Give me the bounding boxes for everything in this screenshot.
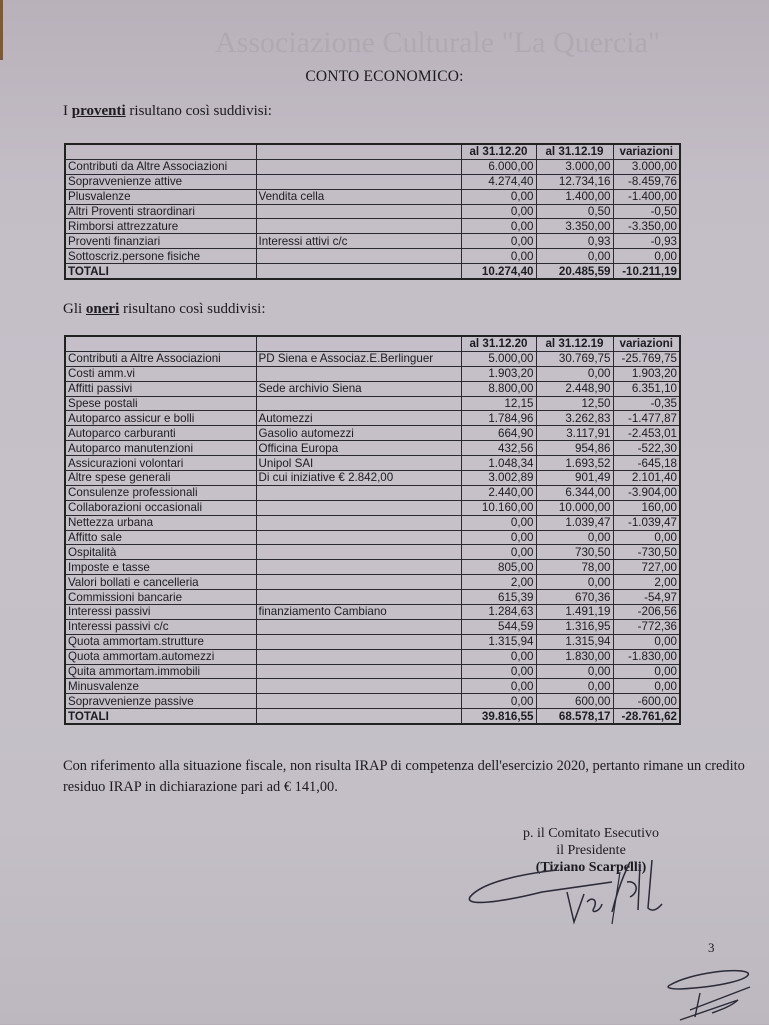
item-label: Quota ammortam.automezzi xyxy=(65,649,256,664)
item-detail xyxy=(256,366,461,381)
item-detail xyxy=(256,590,461,605)
table-row xyxy=(65,411,680,426)
table-row xyxy=(65,590,680,605)
item-label: Autoparco manutenzioni xyxy=(65,441,256,456)
item-detail xyxy=(256,679,461,694)
value-2019: 954,86 xyxy=(536,441,613,456)
item-label: Rimborsi attrezzature xyxy=(65,219,256,234)
item-label: Affitti passivi xyxy=(65,381,256,396)
value-2019: 3.117,91 xyxy=(536,426,613,441)
item-detail xyxy=(256,649,461,664)
value-2019: 1.039,47 xyxy=(536,515,613,530)
item-label: Quita ammortam.immobili xyxy=(65,664,256,679)
value-variation: 0,00 xyxy=(613,679,680,694)
item-detail: Vendita cella xyxy=(256,189,461,204)
item-detail xyxy=(256,500,461,515)
value-2020: 0,00 xyxy=(461,219,536,234)
total-value-variation: -28.761,62 xyxy=(613,709,680,724)
table-row xyxy=(65,545,680,560)
handwritten-initials xyxy=(660,965,760,1025)
value-variation: -25.769,75 xyxy=(613,351,680,366)
item-detail: Unipol SAI xyxy=(256,456,461,471)
column-header xyxy=(65,144,256,159)
value-2020: 1.284,63 xyxy=(461,605,536,620)
column-header: variazioni xyxy=(613,144,680,159)
value-2019: 0,00 xyxy=(536,575,613,590)
table-row xyxy=(65,485,680,500)
table-row xyxy=(65,426,680,441)
item-detail xyxy=(256,249,461,264)
value-2019: 1.315,94 xyxy=(536,634,613,649)
item-label: Imposte e tasse xyxy=(65,560,256,575)
item-label: Collaborazioni occasionali xyxy=(65,500,256,515)
item-detail: Di cui iniziative € 2.842,00 xyxy=(256,471,461,486)
signatory-name: (Tiziano Scarpelli) xyxy=(535,860,647,875)
value-2019: 3.000,00 xyxy=(536,159,613,174)
oneri-table xyxy=(64,335,681,725)
table-row xyxy=(65,515,680,530)
oneri-keyword: oneri xyxy=(85,301,120,317)
signature-line-role: il Presidente xyxy=(556,843,626,858)
value-variation: -3.350,00 xyxy=(613,219,680,234)
value-variation: -2.453,01 xyxy=(613,426,680,441)
oneri-intro-suffix: risultano così suddivisi: xyxy=(119,301,266,317)
value-2019: 1.830,00 xyxy=(536,649,613,664)
value-2019: 30.769,75 xyxy=(536,351,613,366)
item-detail xyxy=(256,575,461,590)
value-2020: 2,00 xyxy=(461,575,536,590)
proventi-table xyxy=(64,143,681,280)
value-variation: -730,50 xyxy=(613,545,680,560)
value-2020: 1.903,20 xyxy=(461,366,536,381)
value-variation: 160,00 xyxy=(613,500,680,515)
value-2019: 670,36 xyxy=(536,590,613,605)
total-item-label: TOTALI xyxy=(65,709,256,724)
value-2019: 1.693,52 xyxy=(536,456,613,471)
total-value-2020: 10.274,40 xyxy=(461,264,536,279)
item-detail: PD Siena e Associaz.E.Berlinguer xyxy=(256,351,461,366)
item-detail xyxy=(256,515,461,530)
table-row xyxy=(65,560,680,575)
item-detail xyxy=(256,619,461,634)
item-label: Autoparco assicur e bolli xyxy=(65,411,256,426)
item-label: Altre spese generali xyxy=(65,471,256,486)
page-number: 3 xyxy=(708,940,715,955)
item-label: Contributi da Altre Associazioni xyxy=(65,159,256,174)
value-variation: -772,36 xyxy=(613,619,680,634)
value-variation: -1.477,87 xyxy=(613,411,680,426)
item-detail xyxy=(256,634,461,649)
table-row xyxy=(65,649,680,664)
value-2020: 805,00 xyxy=(461,560,536,575)
total-value-2019: 68.578,17 xyxy=(536,709,613,724)
item-label: Sopravvenienze attive xyxy=(65,174,256,189)
column-header: al 31.12.19 xyxy=(536,144,613,159)
value-2019: 0,00 xyxy=(536,664,613,679)
total-item-detail xyxy=(256,264,461,279)
value-2020: 4.274,40 xyxy=(461,174,536,189)
table-row xyxy=(65,396,680,411)
value-2020: 0,00 xyxy=(461,679,536,694)
item-detail xyxy=(256,159,461,174)
value-variation: 0,00 xyxy=(613,530,680,545)
value-variation: -206,56 xyxy=(613,605,680,620)
value-variation: 0,00 xyxy=(613,249,680,264)
value-2020: 0,00 xyxy=(461,649,536,664)
value-2020: 1.315,94 xyxy=(461,634,536,649)
item-detail: Interessi attivi c/c xyxy=(256,234,461,249)
handwritten-signature xyxy=(462,852,702,932)
item-label: Interessi passivi xyxy=(65,605,256,620)
table-row xyxy=(65,664,680,679)
totals-row xyxy=(65,709,680,724)
item-label: Costi amm.vi xyxy=(65,366,256,381)
total-value-2019: 20.485,59 xyxy=(536,264,613,279)
proventi-intro xyxy=(63,103,272,120)
item-detail xyxy=(256,664,461,679)
oneri-intro-prefix: Gli xyxy=(63,301,86,317)
item-detail xyxy=(256,545,461,560)
table-row xyxy=(65,441,680,456)
value-variation: -600,00 xyxy=(613,694,680,709)
table-row xyxy=(65,234,680,249)
value-variation: 1.903,20 xyxy=(613,366,680,381)
value-2019: 12,50 xyxy=(536,396,613,411)
item-label: Assicurazioni volontari xyxy=(65,456,256,471)
proventi-intro-prefix: I xyxy=(63,103,72,119)
value-2019: 0,93 xyxy=(536,234,613,249)
table-row xyxy=(65,249,680,264)
table-row xyxy=(65,679,680,694)
table-row xyxy=(65,381,680,396)
value-variation: 2,00 xyxy=(613,575,680,590)
table-row xyxy=(65,530,680,545)
value-2020: 0,00 xyxy=(461,249,536,264)
column-header xyxy=(65,336,256,351)
item-detail xyxy=(256,204,461,219)
item-label: Sottoscriz.persone fisiche xyxy=(65,249,256,264)
value-2019: 1.491,19 xyxy=(536,605,613,620)
item-label: Sopravvenienze passive xyxy=(65,694,256,709)
value-2020: 0,00 xyxy=(461,664,536,679)
value-2019: 6.344,00 xyxy=(536,485,613,500)
value-2020: 0,00 xyxy=(461,530,536,545)
item-detail xyxy=(256,485,461,500)
value-2019: 901,49 xyxy=(536,471,613,486)
value-variation: -0,93 xyxy=(613,234,680,249)
item-label: Commissioni bancarie xyxy=(65,590,256,605)
value-2019: 0,50 xyxy=(536,204,613,219)
table-row xyxy=(65,575,680,590)
item-detail xyxy=(256,174,461,189)
table-row xyxy=(65,189,680,204)
total-value-2020: 39.816,55 xyxy=(461,709,536,724)
value-variation: -1.400,00 xyxy=(613,189,680,204)
value-variation: -1.830,00 xyxy=(613,649,680,664)
value-2019: 0,00 xyxy=(536,366,613,381)
value-variation: 3.000,00 xyxy=(613,159,680,174)
item-detail: Sede archivio Siena xyxy=(256,381,461,396)
table-row xyxy=(65,159,680,174)
value-variation: 0,00 xyxy=(613,664,680,679)
table-row xyxy=(65,619,680,634)
column-header xyxy=(256,144,461,159)
item-label: Ospitalità xyxy=(65,545,256,560)
table-row xyxy=(65,366,680,381)
item-detail: Gasolio automezzi xyxy=(256,426,461,441)
column-header: al 31.12.20 xyxy=(461,144,536,159)
item-detail xyxy=(256,530,461,545)
item-detail xyxy=(256,560,461,575)
value-variation: 6.351,10 xyxy=(613,381,680,396)
value-variation: -3.904,00 xyxy=(613,485,680,500)
value-variation: -0,50 xyxy=(613,204,680,219)
value-2019: 3.262,83 xyxy=(536,411,613,426)
value-2020: 0,00 xyxy=(461,694,536,709)
header-row xyxy=(65,144,680,159)
value-variation: 727,00 xyxy=(613,560,680,575)
table-row xyxy=(65,605,680,620)
item-detail xyxy=(256,396,461,411)
value-2019: 1.316,95 xyxy=(536,619,613,634)
item-detail xyxy=(256,694,461,709)
item-label: Quota ammortam.strutture xyxy=(65,634,256,649)
irap-note: Con riferimento alla situazione fiscale, non risulta IRAP di competenza dell'esercizio 2020, pertanto rimane un credito residuo IRAP in dichiarazione pari ad € 141,00. xyxy=(63,758,745,795)
item-label: Spese postali xyxy=(65,396,256,411)
value-2020: 615,39 xyxy=(461,590,536,605)
header-row xyxy=(65,336,680,351)
value-2020: 0,00 xyxy=(461,204,536,219)
value-2019: 0,00 xyxy=(536,530,613,545)
value-2019: 12.734,16 xyxy=(536,174,613,189)
column-header: al 31.12.20 xyxy=(461,336,536,351)
item-label: Interessi passivi c/c xyxy=(65,619,256,634)
oneri-intro xyxy=(63,301,266,318)
item-label: Autoparco carburanti xyxy=(65,426,256,441)
value-variation: -0,35 xyxy=(613,396,680,411)
page-edge xyxy=(0,0,3,60)
item-label: Affitto sale xyxy=(65,530,256,545)
value-2019: 0,00 xyxy=(536,249,613,264)
value-2020: 12,15 xyxy=(461,396,536,411)
item-label: Nettezza urbana xyxy=(65,515,256,530)
bleed-through-header: Associazione Culturale "La Quercia" xyxy=(215,26,661,59)
value-2020: 0,00 xyxy=(461,189,536,204)
item-label: Valori bollati e cancelleria xyxy=(65,575,256,590)
item-label: Proventi finanziari xyxy=(65,234,256,249)
value-2020: 0,00 xyxy=(461,545,536,560)
total-value-variation: -10.211,19 xyxy=(613,264,680,279)
value-variation: -522,30 xyxy=(613,441,680,456)
page-title: CONTO ECONOMICO: xyxy=(305,68,464,85)
value-2020: 3.002,89 xyxy=(461,471,536,486)
value-2020: 10.160,00 xyxy=(461,500,536,515)
value-variation: 0,00 xyxy=(613,634,680,649)
table-row xyxy=(65,204,680,219)
value-2019: 0,00 xyxy=(536,679,613,694)
column-header: al 31.12.19 xyxy=(536,336,613,351)
value-2019: 78,00 xyxy=(536,560,613,575)
value-2020: 0,00 xyxy=(461,234,536,249)
item-detail: Automezzi xyxy=(256,411,461,426)
value-2020: 432,56 xyxy=(461,441,536,456)
item-label: Altri Proventi straordinari xyxy=(65,204,256,219)
proventi-intro-suffix: risultano così suddivisi: xyxy=(125,103,272,119)
table-row xyxy=(65,634,680,649)
value-2020: 5.000,00 xyxy=(461,351,536,366)
item-label: Minusvalenze xyxy=(65,679,256,694)
value-2020: 1.784,96 xyxy=(461,411,536,426)
table-row xyxy=(65,471,680,486)
value-2020: 2.440,00 xyxy=(461,485,536,500)
table-row xyxy=(65,456,680,471)
value-variation: -1.039,47 xyxy=(613,515,680,530)
item-label: Consulenze professionali xyxy=(65,485,256,500)
total-item-label: TOTALI xyxy=(65,264,256,279)
value-2019: 2.448,90 xyxy=(536,381,613,396)
value-variation: -54,97 xyxy=(613,590,680,605)
item-detail: finanziamento Cambiano xyxy=(256,605,461,620)
table-row xyxy=(65,694,680,709)
value-2020: 544,59 xyxy=(461,619,536,634)
value-2019: 3.350,00 xyxy=(536,219,613,234)
value-2019: 1.400,00 xyxy=(536,189,613,204)
value-variation: -8.459,76 xyxy=(613,174,680,189)
value-2020: 0,00 xyxy=(461,515,536,530)
column-header xyxy=(256,336,461,351)
table-row xyxy=(65,500,680,515)
value-variation: 2.101,40 xyxy=(613,471,680,486)
item-label: Plusvalenze xyxy=(65,189,256,204)
value-variation: -645,18 xyxy=(613,456,680,471)
proventi-keyword: proventi xyxy=(71,103,126,119)
item-label: Contributi a Altre Associazioni xyxy=(65,351,256,366)
total-item-detail xyxy=(256,709,461,724)
value-2020: 1.048,34 xyxy=(461,456,536,471)
table-row xyxy=(65,351,680,366)
value-2020: 664,90 xyxy=(461,426,536,441)
value-2019: 730,50 xyxy=(536,545,613,560)
item-detail xyxy=(256,219,461,234)
totals-row xyxy=(65,264,680,279)
item-detail: Officina Europa xyxy=(256,441,461,456)
value-2019: 600,00 xyxy=(536,694,613,709)
table-row xyxy=(65,174,680,189)
value-2019: 10.000,00 xyxy=(536,500,613,515)
value-2020: 6.000,00 xyxy=(461,159,536,174)
table-row xyxy=(65,219,680,234)
value-2020: 8.800,00 xyxy=(461,381,536,396)
signature-line-committee: p. il Comitato Esecutivo xyxy=(522,826,660,841)
column-header: variazioni xyxy=(613,336,680,351)
